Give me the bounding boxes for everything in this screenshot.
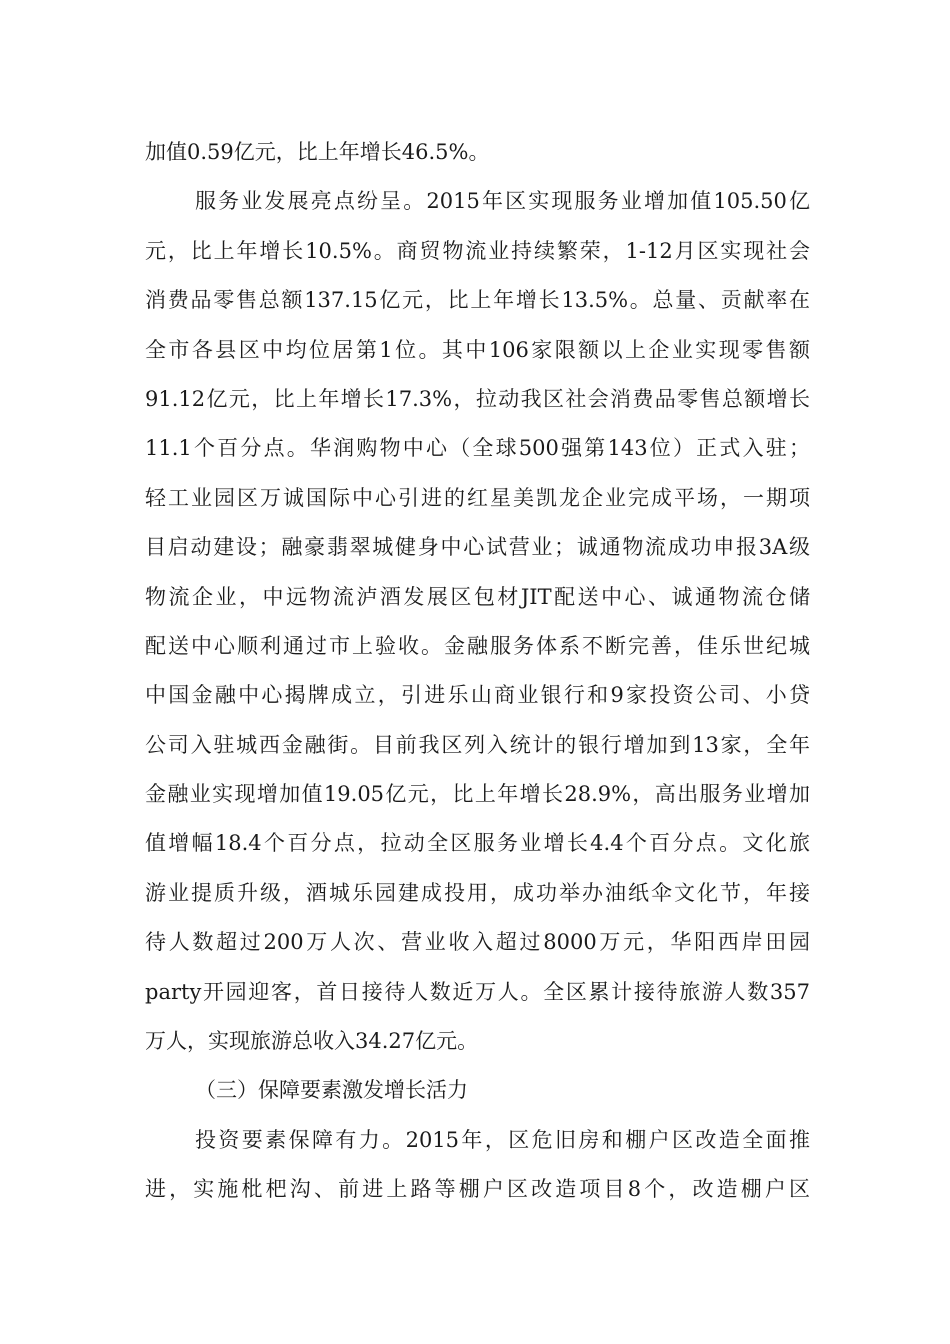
- text-line: 待人数超过200万人次、营业收入超过8000万元，华阳西岸田园: [145, 930, 810, 955]
- text-line: 目启动建设；融豪翡翠城健身中心试营业；诚通物流成功申报3A级: [145, 535, 810, 560]
- text-line: 加值0.59亿元，比上年增长46.5%。: [145, 140, 490, 164]
- text-line: 元，比上年增长10.5%。商贸物流业持续繁荣，1-12月区实现社会: [145, 238, 810, 263]
- text-line: 消费品零售总额137.15亿元，比上年增长13.5%。总量、贡献率在: [145, 288, 810, 313]
- text-line: 中国金融中心揭牌成立，引进乐山商业银行和9家投资公司、小贷: [145, 683, 810, 708]
- section-heading: （三）保障要素激发增长活力: [195, 1078, 468, 1103]
- text-line: 91.12亿元，比上年增长17.3%，拉动我区社会消费品零售总额增长: [145, 386, 810, 411]
- text-line: 全市各县区中均位居第1位。其中106家限额以上企业实现零售额: [145, 337, 810, 362]
- body-text: [145, 128, 810, 1215]
- text-line: 万人，实现旅游总收入34.27亿元。: [145, 1029, 479, 1054]
- text-line: party开园迎客，首日接待人数近万人。全区累计接待旅游人数357: [145, 979, 810, 1004]
- paragraph-start-line: 服务业发展亮点纷呈。2015年区实现服务业增加值105.50亿: [195, 189, 810, 214]
- text-line: 游业提质升级，酒城乐园建成投用，成功举办油纸伞文化节，年接: [145, 880, 810, 905]
- text-line: 配送中心顺利通过市上验收。金融服务体系不断完善，佳乐世纪城: [145, 633, 810, 658]
- text-line: 公司入驻城西金融街。目前我区列入统计的银行增加到13家，全年: [145, 732, 810, 757]
- text-line: 进，实施枇杷沟、前进上路等棚户区改造项目8个，改造棚户区: [145, 1177, 810, 1202]
- paragraph-start-line: 投资要素保障有力。2015年，区危旧房和棚户区改造全面推: [195, 1127, 810, 1152]
- text-line: 值增幅18.4个百分点，拉动全区服务业增长4.4个百分点。文化旅: [145, 831, 810, 856]
- text-line: 轻工业园区万诚国际中心引进的红星美凯龙企业完成平场，一期项: [145, 485, 810, 510]
- text-line: 11.1个百分点。华润购物中心（全球500强第143位）正式入驻；: [145, 436, 810, 461]
- text-line: 金融业实现增加值19.05亿元，比上年增长28.9%，高出服务业增加: [145, 782, 810, 807]
- text-line: 物流企业，中远物流泸酒发展区包材JIT配送中心、诚通物流仓储: [145, 584, 810, 609]
